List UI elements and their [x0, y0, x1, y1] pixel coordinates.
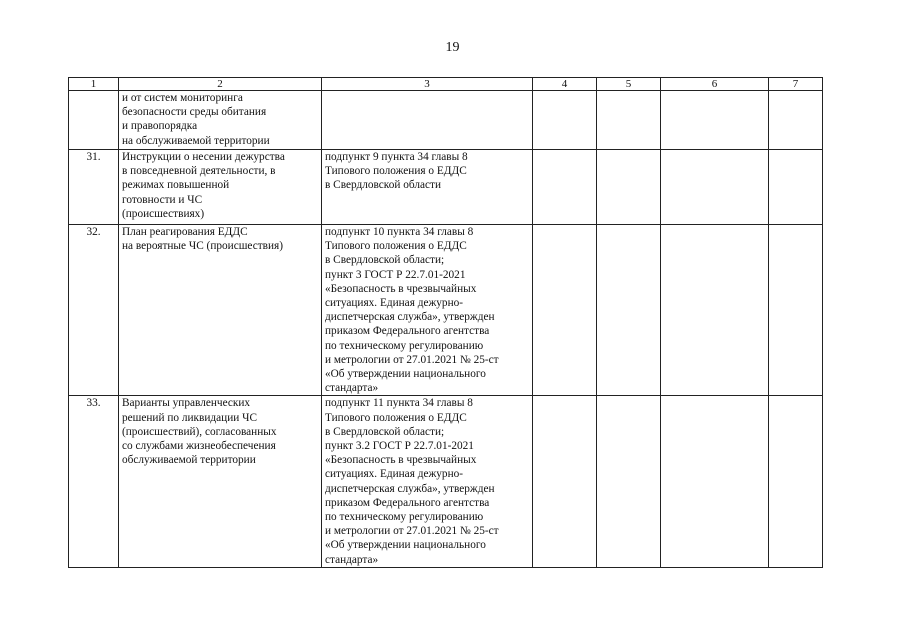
cell-col6 [661, 91, 769, 150]
column-header: 2 [119, 78, 322, 91]
table-row [69, 91, 823, 150]
cell-col4 [533, 150, 597, 225]
page-number: 19 [445, 40, 460, 55]
legal-basis-cell [322, 150, 533, 225]
column-header: 5 [597, 78, 661, 91]
legal-basis-cell [322, 225, 533, 396]
legal-basis: подпункт 9 пункта 34 главы 8 Типового положения о ЕДДС в Свердловской области [325, 151, 468, 192]
document-name: План реагирования ЕДДС на вероятные ЧС (происшествия) [122, 226, 284, 253]
cell-col7 [769, 91, 823, 150]
column-header: 7 [769, 78, 823, 91]
column-header: 3 [322, 78, 533, 91]
document-name: Варианты управленческих решений по ликвидации ЧС (происшествий), согласованных со службами жизнеобеспечения обслуживаемой территории [122, 397, 277, 467]
column-header: 1 [69, 78, 119, 91]
legal-basis-cell [322, 396, 533, 567]
cell-col5 [597, 225, 661, 396]
document-name-cell [119, 150, 322, 225]
column-header: 4 [533, 78, 597, 91]
document-name-cell [119, 225, 322, 396]
cell-col6 [661, 150, 769, 225]
document-table [68, 77, 823, 568]
document-name-cell [119, 396, 322, 567]
legal-basis: подпункт 11 пункта 34 главы 8 Типового положения о ЕДДС в Свердловской области; пункт 3.2 ГОСТ Р 22.7.01-2021 «Безопасность в чрезвычайных ситуациях. Единая дежурно- диспетчерская служба», утвержден приказом Федерального агентства по техническому регулированию и метрологии от 27.01.2021 № 25-ст «Об утверждении национального стандарта» [325, 397, 499, 566]
column-header: 6 [661, 78, 769, 91]
cell-col4 [533, 396, 597, 567]
document-name-cell [119, 91, 322, 150]
cell-col7 [769, 396, 823, 567]
document-name: Инструкции о несении дежурства в повседневной деятельности, в режимах повышенной готовности и ЧС (происшествиях) [122, 151, 285, 220]
cell-col6 [661, 396, 769, 567]
cell-col5 [597, 91, 661, 150]
legal-basis-cell [322, 91, 533, 150]
table-row [69, 396, 823, 567]
legal-basis: подпункт 10 пункта 34 главы 8 Типового положения о ЕДДС в Свердловской области; пункт 3 ГОСТ Р 22.7.01-2021 «Безопасность в чрезвычайных ситуациях. Единая дежурно- диспетчерская служба», утвержден приказом Федерального агентства по техническому регулированию и метрологии от 27.01.2021 № 25-ст «Об утверждении национального стандарта» [325, 226, 499, 395]
cell-col4 [533, 91, 597, 150]
table-header-row [69, 78, 823, 91]
cell-col5 [597, 396, 661, 567]
table-row [69, 150, 823, 225]
document-name: и от систем мониторинга безопасности среды обитания и правопорядка на обслуживаемой территории [122, 92, 270, 147]
row-number: 32. [69, 225, 119, 396]
row-number [69, 91, 119, 150]
cell-col5 [597, 150, 661, 225]
row-number: 31. [69, 150, 119, 225]
cell-col4 [533, 225, 597, 396]
table-row [69, 225, 823, 396]
cell-col6 [661, 225, 769, 396]
cell-col7 [769, 150, 823, 225]
cell-col7 [769, 225, 823, 396]
row-number: 33. [69, 396, 119, 567]
